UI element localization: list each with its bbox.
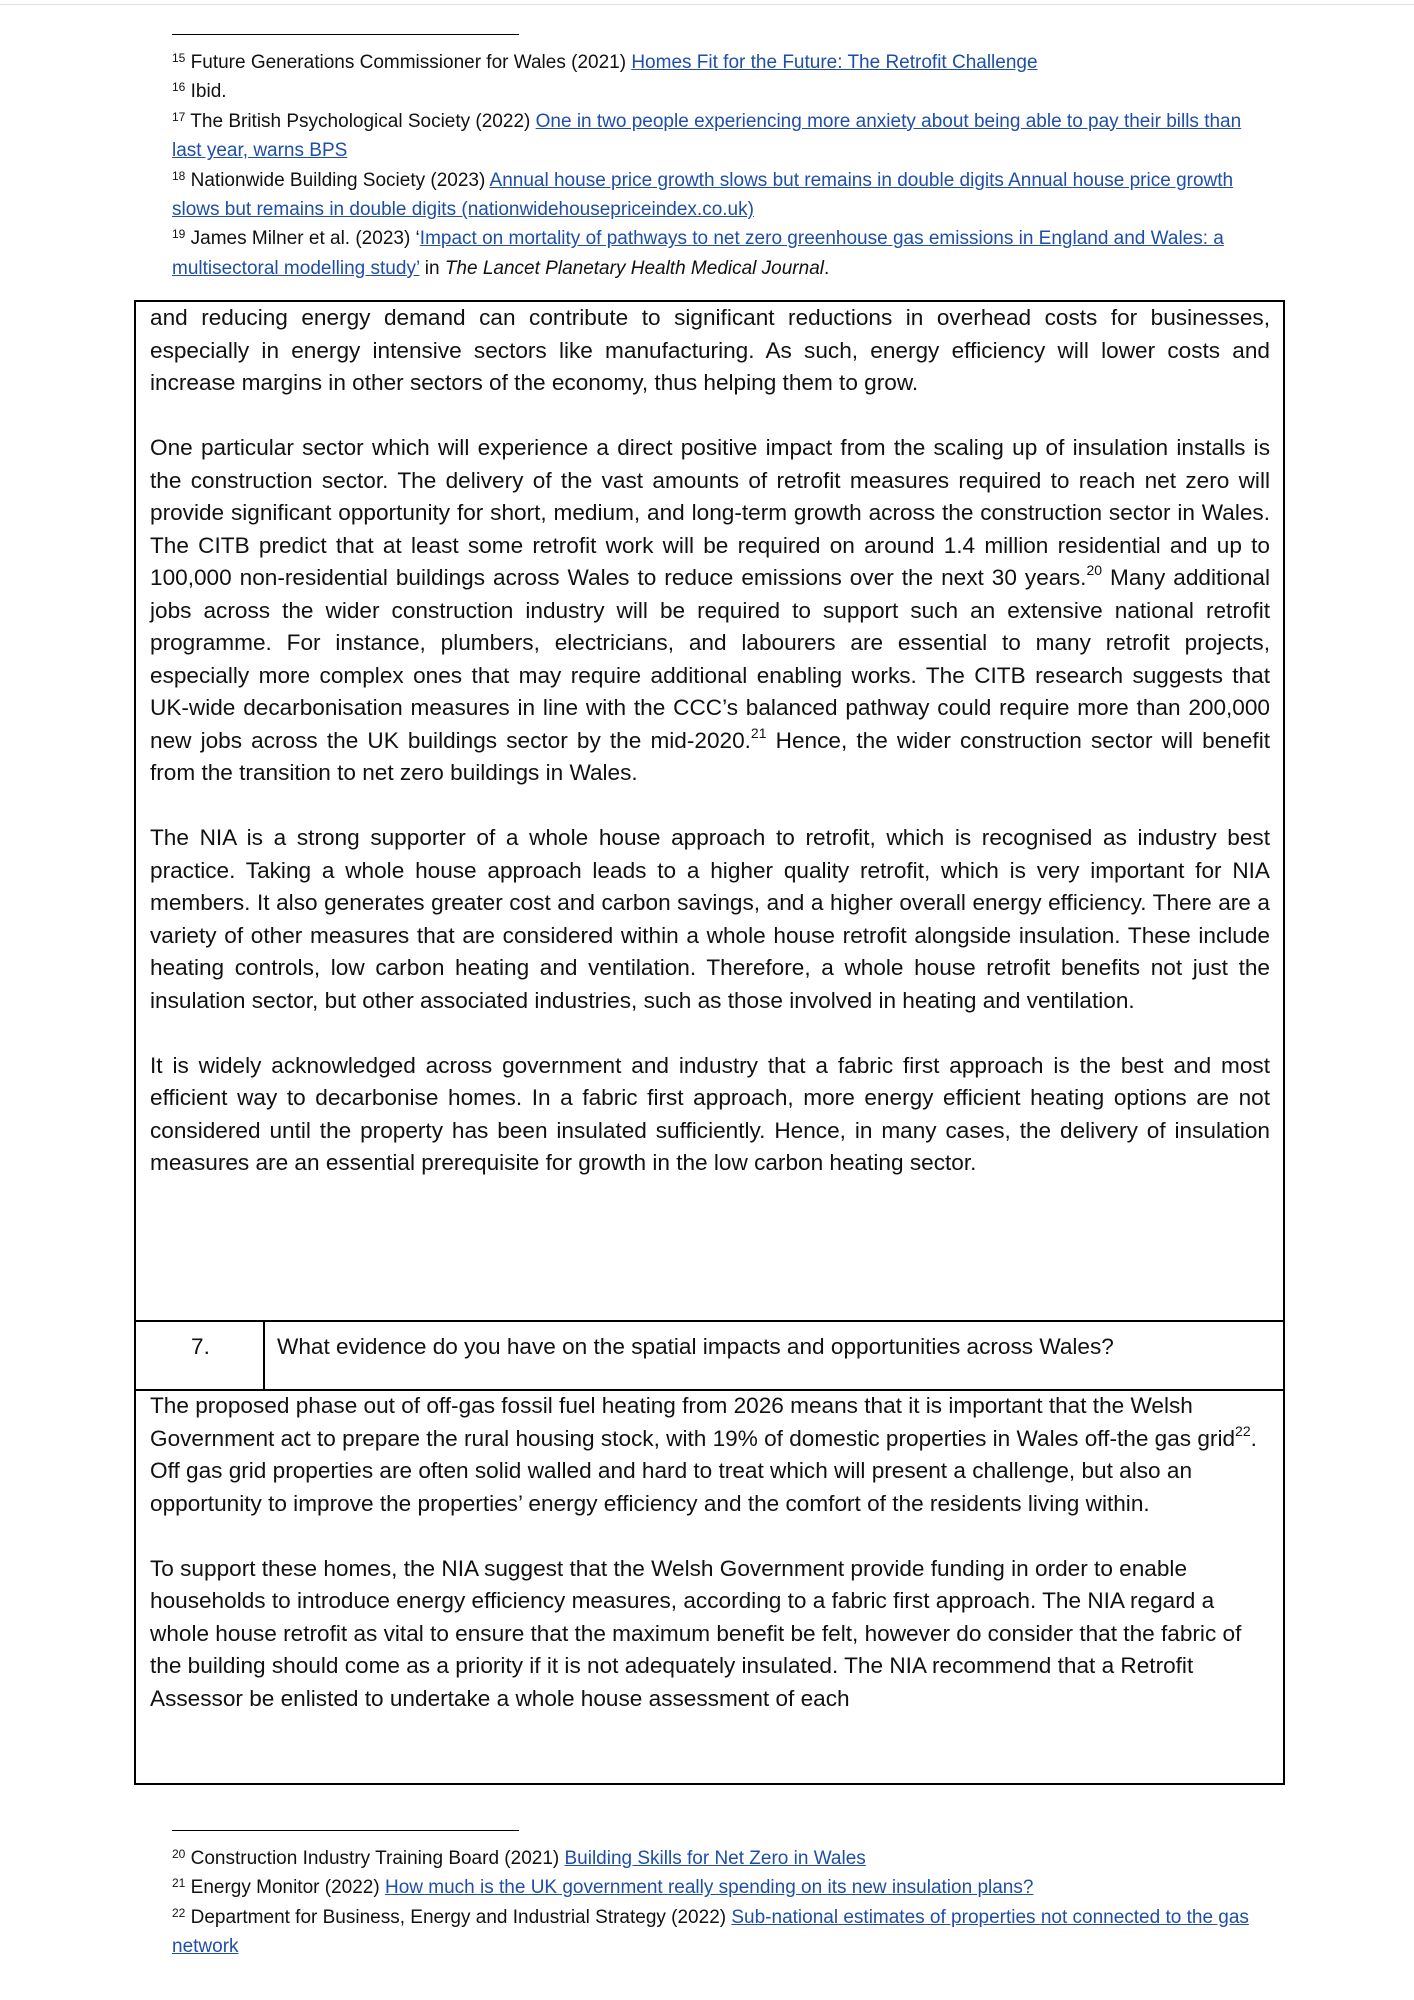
footnote-separator	[172, 34, 519, 35]
footnote-link[interactable]: Sub-national estimates of properties not connected to the gas network	[172, 1906, 1249, 1958]
footnote-19: $^{19}$ James Milner et al. (2023) ‘Impact on mortality of pathways to net zero greenhouse gas emissions in England and Wales: a multisectoral modelling study’ in The Lancet Planetary Health Medical Journal.	[172, 227, 1224, 279]
paragraph: The NIA is a strong supporter of a whole house approach to retrofit, which is recognised as industry best practice. Taking a whole house approach leads to a higher quality retrofit, which is very important for NIA members. It also generates greater cost and carbon savings, and a higher overall energy efficiency. There are a variety of other measures that are considered within a whole house retrofit alongside insulation. These include heating controls, low carbon heating and ventilation. Therefore, a whole house retrofit benefits not just the insulation sector, but other associated industries, such as those involved in heating and ventilation.	[150, 825, 1270, 1013]
footnote-separator	[172, 1830, 519, 1831]
paragraph: One particular sector which will experience a direct positive impact from the scaling up of insulation installs is the construction sector. The delivery of the vast amounts of retrofit measures required to reach net zero will provide significant opportunity for short, medium, and long-term growth across the construction sector in Wales. The CITB predict that at least some retrofit work will be required on around 1.4 million residential and up to 100,000 non-residential buildings across Wales to reduce emissions over the next 30 years.$^{20}$ Many additional jobs across the wider construction industry will be required to support such an extensive national retrofit programme. For instance, plumbers, electricians, and labourers are essential to many retrofit projects, especially more complex ones that may require additional enabling works. The CITB research suggests that UK-wide decarbonisation measures in line with the CCC’s balanced pathway could require more than 200,000 new jobs across the UK buildings sector by the mid-2020.21 Hence, the wider construction sector will benefit from the transition to net zero buildings in Wales.	[150, 435, 1270, 785]
footnote-22: $^{22}$ Department for Business, Energy and Industrial Strategy (2022) Sub-national estimates of properties not connected to the gas network	[172, 1905, 1249, 1958]
footnote-16: $^{16}$ Ibid.	[172, 80, 227, 103]
question-text: What evidence do you have on the spatial impacts and opportunities across Wales?	[277, 1334, 1114, 1359]
paragraph: To support these homes, the NIA suggest that the Welsh Government provide funding in order to enable households to introduce energy efficiency measures, according to a fabric first approach. The NIA regard a whole house retrofit as vital to ensure that the maximum benefit be felt, however do consider that the fabric of the building should come as a priority if it is not adequately insulated. The NIA recommend that a Retrofit Assessor be enlisted to undertake a whole house assessment of each	[150, 1555, 1242, 1711]
page-top-border	[0, 4, 1414, 5]
footnote-ref: 20	[1086, 562, 1103, 578]
footnote-18: $^{18}$ Nationwide Building Society (2023) Annual house price growth slows but remains in double digits Annual house price growth slows but remains in double digits (nationwidehousepriceindex.co.uk)	[172, 168, 1234, 221]
footnote-20: $^{20}$ Construction Industry Training Board (2021) Building Skills for Net Zero in Wales	[172, 1847, 866, 1869]
journal-title: The Lancet Planetary Health Medical Journal	[444, 257, 824, 279]
top-footnotes	[172, 48, 1262, 283]
question-row	[136, 1320, 1283, 1391]
footnote-15: $^{15}$ Future Generations Commissioner for Wales (2021) Homes Fit for the Future: The Retrofit Challenge	[172, 51, 1038, 73]
paragraph: and reducing energy demand can contribute to significant reductions in overhead costs for businesses, especially in energy intensive sectors like manufacturing. As such, energy efficiency will lower costs and increase margins in other sectors of the economy, thus helping them to grow.	[150, 305, 1270, 395]
footnote-17: $^{17}$ The British Psychological Society (2022) One in two people experiencing more anxiety about being able to pay their bills than last year, warns BPS	[172, 109, 1242, 162]
footnote-link[interactable]: Building Skills for Net Zero in Wales	[564, 1848, 866, 1869]
bottom-footnotes	[172, 1844, 1262, 1962]
footnote-link[interactable]: How much is the UK government really spending on its new insulation plans?	[384, 1877, 1034, 1899]
question-number: 7.	[191, 1334, 210, 1359]
paragraph: It is widely acknowledged across government and industry that a fabric first approach is the best and most efficient way to decarbonise homes. In a fabric first approach, more energy efficient heating options are not considered until the property has been insulated sufficiently. Hence, in many cases, the delivery of insulation measures are an essential prerequisite for growth in the low carbon heating sector.	[150, 1052, 1270, 1175]
footnote-21: $^{21}$ Energy Monitor (2022) How much is the UK government really spending on its new insulation plans?	[172, 1876, 1034, 1899]
footnote-link[interactable]: Annual house price growth slows but remains in double digits Annual house price growth slows but remains in double digits (nationwidehousepriceindex.co.uk)	[172, 169, 1234, 221]
footnote-link[interactable]: Homes Fit for the Future: The Retrofit Challenge	[631, 52, 1038, 73]
footnote-link[interactable]: One in two people experiencing more anxiety about being able to pay their bills than last year, warns BPS	[172, 110, 1242, 162]
cell-divider	[263, 1322, 265, 1389]
answer-cell-6	[150, 302, 1270, 1180]
footnote-ref: 22	[1235, 1422, 1251, 1439]
response-table	[134, 300, 1285, 1785]
paragraph: The proposed phase out of off-gas fossil fuel heating from 2026 means that it is important that the Welsh Government act to prepare the rural housing stock, with 19% of domestic properties in Wales off-the gas grid$^{22}$. Off gas grid properties are often solid walled and hard to treat which will present a challenge, but also an opportunity to improve the properties’ energy efficiency and the comfort of the residents living within.	[150, 1393, 1257, 1516]
footnote-link[interactable]: Impact on mortality of pathways to net zero greenhouse gas emissions in England and Wales: a multisectoral modelling study’	[172, 228, 1224, 279]
answer-cell-7	[150, 1390, 1270, 1715]
footnote-ref: 21	[750, 724, 767, 741]
